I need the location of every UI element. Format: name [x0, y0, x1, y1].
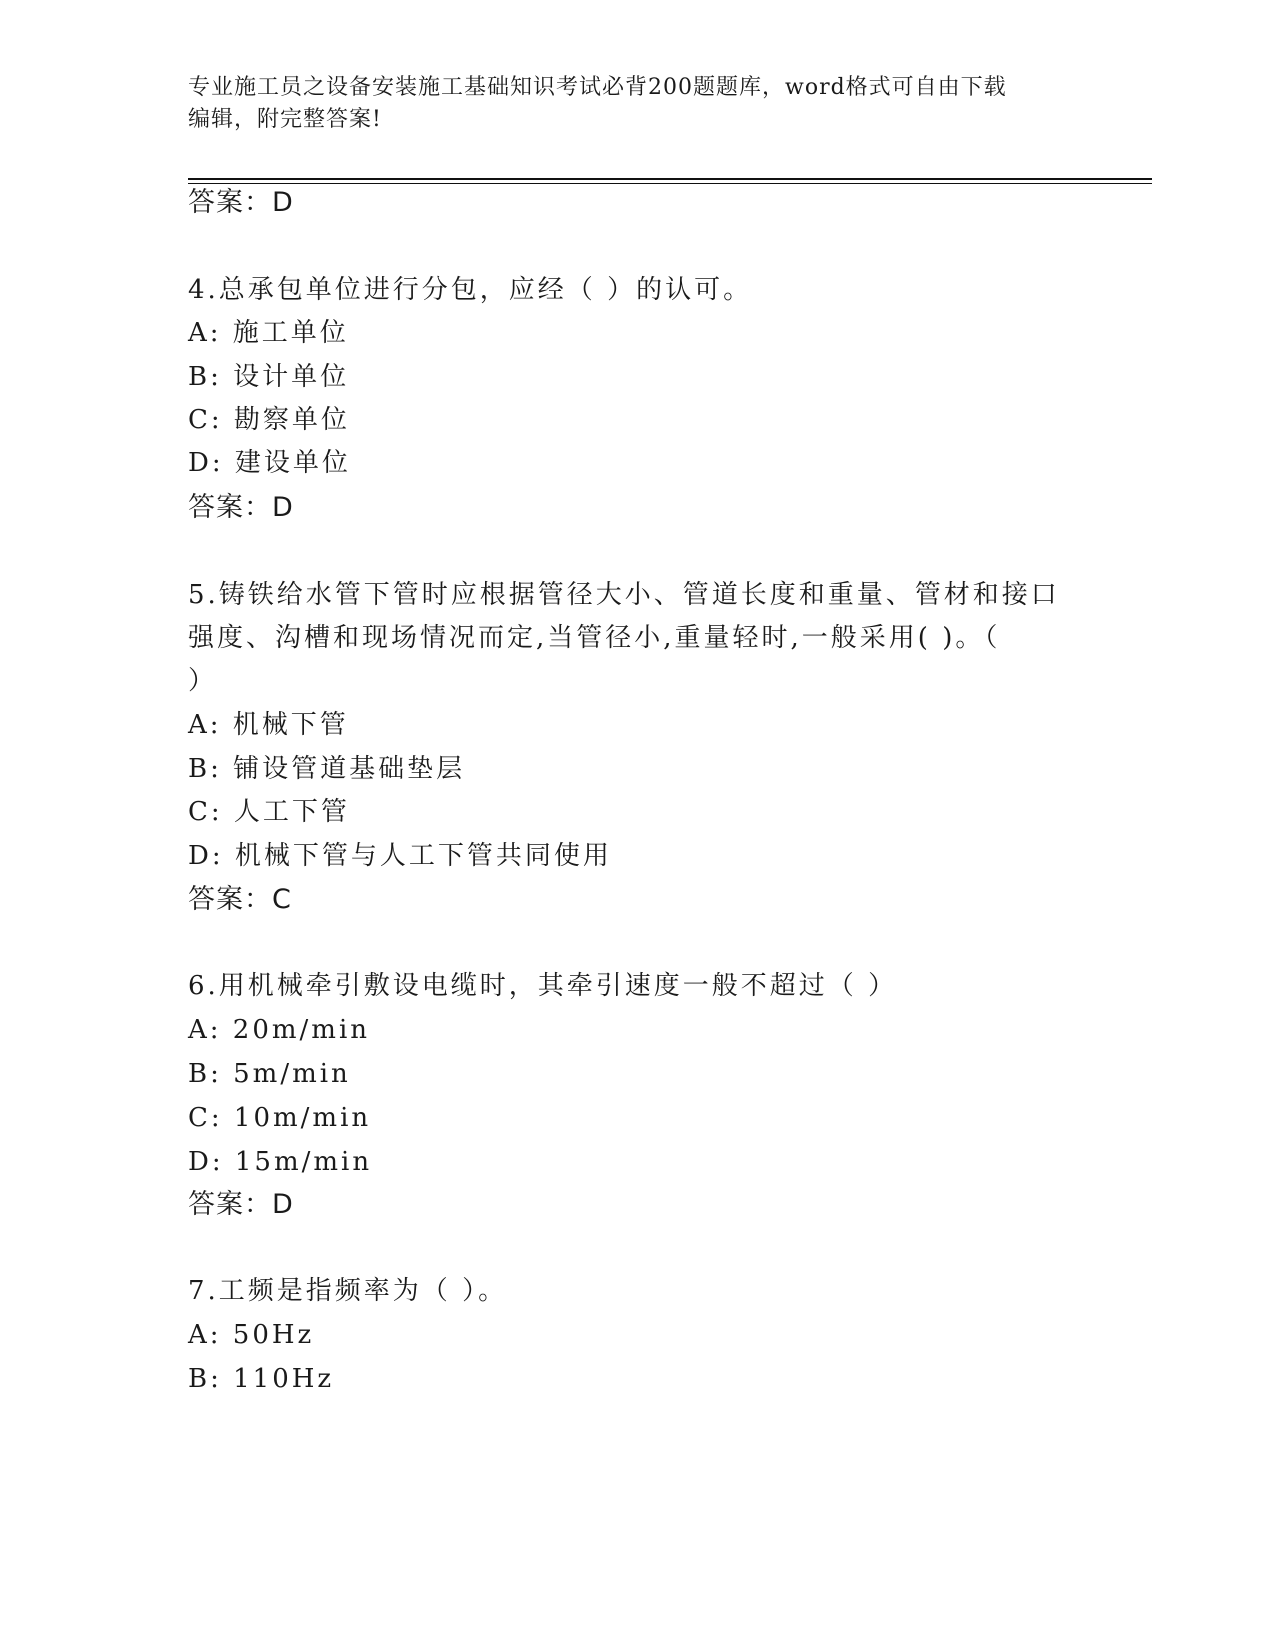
question-5-option-c: C: 人工下管: [188, 797, 350, 827]
question-4-option-b: B: 设计单位: [188, 362, 350, 392]
question-4-option-d: D: 建设单位: [188, 448, 351, 478]
answer-q3: 答案：D: [188, 187, 294, 218]
question-7-option-b: B: 110Hz: [188, 1364, 335, 1394]
question-4-stem: 4.总承包单位进行分包，应经（ ）的认可。: [188, 275, 753, 305]
answer-q4: 答案：D: [188, 492, 294, 523]
question-7-option-a: A: 50Hz: [188, 1320, 315, 1350]
document-header: [188, 72, 1068, 136]
header-rule-thick: [188, 178, 1152, 180]
question-6-option-a: A: 20m/min: [188, 1015, 371, 1045]
question-6-option-d: D: 15m/min: [188, 1147, 373, 1177]
answer-q6: 答案：D: [188, 1189, 294, 1220]
question-5-option-d: D: 机械下管与人工下管共同使用: [188, 841, 612, 871]
question-7-stem: 7.工频是指频率为（ ）。: [188, 1276, 508, 1306]
question-5-stem-line-1: 5.铸铁给水管下管时应根据管径大小、管道长度和重量、管材和接口: [188, 580, 1060, 610]
question-5-stem-line-3: ）: [188, 666, 218, 696]
question-6-option-b: B: 5m/min: [188, 1059, 351, 1089]
question-5-stem-line-2: 强度、沟槽和现场情况而定,当管径小,重量轻时,一般采用( )。（: [188, 623, 1001, 653]
question-5-option-b: B: 铺设管道基础垫层: [188, 754, 466, 784]
header-line-2: 编辑，附完整答案!: [188, 107, 382, 132]
question-5-option-a: A: 机械下管: [188, 710, 349, 740]
header-rule-thin: [188, 183, 1152, 184]
question-4-option-a: A: 施工单位: [188, 318, 349, 348]
question-6-option-c: C: 10m/min: [188, 1103, 372, 1133]
header-line-1: 专业施工员之设备安装施工基础知识考试必背200题题库，word格式可自由下载: [188, 75, 1007, 100]
answer-q5: 答案：C: [188, 884, 292, 915]
question-4-option-c: C: 勘察单位: [188, 405, 350, 435]
question-6-stem: 6.用机械牵引敷设电缆时，其牵引速度一般不超过（ ）: [188, 971, 898, 1001]
